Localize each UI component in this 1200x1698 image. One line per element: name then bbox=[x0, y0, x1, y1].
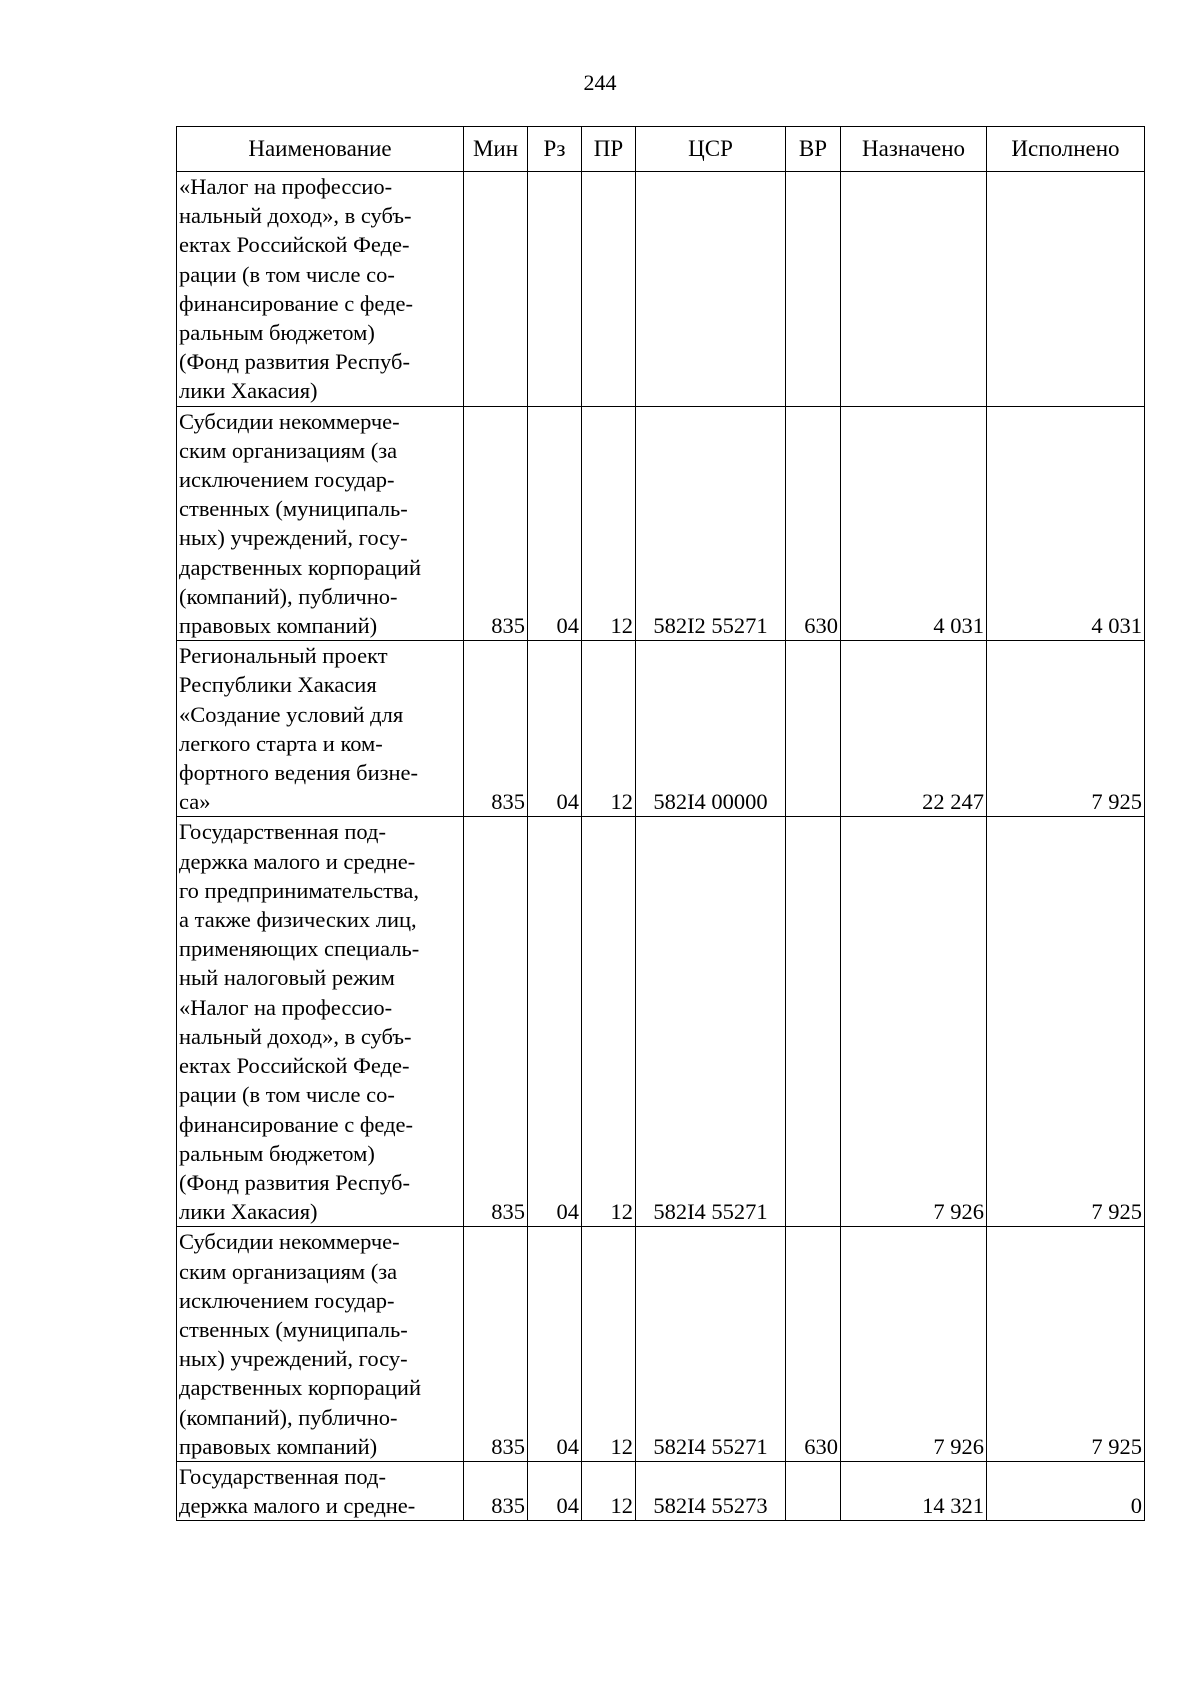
row-vr bbox=[786, 172, 841, 407]
header-executed: Исполнено bbox=[987, 127, 1145, 172]
row-csr bbox=[636, 172, 786, 407]
row-vr bbox=[786, 1461, 841, 1520]
row-assigned bbox=[841, 172, 987, 407]
row-min: 835 bbox=[464, 406, 528, 641]
row-min bbox=[464, 172, 528, 407]
row-min: 835 bbox=[464, 1227, 528, 1462]
row-vr: 630 bbox=[786, 406, 841, 641]
row-name: Государственная под- держка малого и средне- го предпринимательства, а также физических лиц, применяющих специаль- ный налоговый режим «Налог на профессио- нальный доход», в субъ- ектах Российской Феде- рации (в том числе со- финансирование с феде- ральным бюджетом) (Фонд развития Респуб- лики Хакасия) bbox=[177, 817, 464, 1227]
row-rz bbox=[528, 172, 582, 407]
row-csr: 582I2 55271 bbox=[636, 406, 786, 641]
row-rz: 04 bbox=[528, 817, 582, 1227]
row-assigned: 22 247 bbox=[841, 641, 987, 817]
header-assigned: Назначено bbox=[841, 127, 987, 172]
row-rz: 04 bbox=[528, 641, 582, 817]
row-name: Региональный проект Республики Хакасия «Создание условий для легкого старта и ком- фортного ведения бизне- са» bbox=[177, 641, 464, 817]
row-rz: 04 bbox=[528, 406, 582, 641]
row-executed: 4 031 bbox=[987, 406, 1145, 641]
row-name: Субсидии некоммерче- ским организациям (за исключением государ- ственных (муниципаль- ных) учреждений, госу- дарственных корпораций (компаний), публично- правовых компаний) bbox=[177, 1227, 464, 1462]
row-name: «Налог на профессио- нальный доход», в субъ- ектах Российской Феде- рации (в том числе со- финансирование с феде- ральным бюджетом) (Фонд развития Респуб- лики Хакасия) bbox=[177, 172, 464, 407]
table-row bbox=[177, 1227, 1145, 1462]
row-assigned: 14 321 bbox=[841, 1461, 987, 1520]
row-vr bbox=[786, 641, 841, 817]
table-row bbox=[177, 1461, 1145, 1520]
table-header bbox=[177, 127, 1145, 172]
row-min: 835 bbox=[464, 817, 528, 1227]
row-min: 835 bbox=[464, 641, 528, 817]
row-name: Государственная под- держка малого и средне- bbox=[177, 1461, 464, 1520]
header-pr: ПР bbox=[582, 127, 636, 172]
header-csr: ЦСР bbox=[636, 127, 786, 172]
table-row bbox=[177, 817, 1145, 1227]
row-assigned: 4 031 bbox=[841, 406, 987, 641]
page-number: 244 bbox=[583, 70, 617, 95]
row-assigned: 7 926 bbox=[841, 1227, 987, 1462]
header-name: Наименование bbox=[177, 127, 464, 172]
row-executed: 0 bbox=[987, 1461, 1145, 1520]
header-row bbox=[177, 127, 1145, 172]
row-executed: 7 925 bbox=[987, 1227, 1145, 1462]
row-rz: 04 bbox=[528, 1461, 582, 1520]
row-min: 835 bbox=[464, 1461, 528, 1520]
row-pr bbox=[582, 172, 636, 407]
row-assigned: 7 926 bbox=[841, 817, 987, 1227]
table-body bbox=[177, 172, 1145, 1521]
row-csr: 582I4 55271 bbox=[636, 1227, 786, 1462]
row-pr: 12 bbox=[582, 1461, 636, 1520]
row-pr: 12 bbox=[582, 817, 636, 1227]
row-executed: 7 925 bbox=[987, 641, 1145, 817]
budget-table bbox=[176, 126, 1145, 1521]
row-name: Субсидии некоммерче- ским организациям (за исключением государ- ственных (муниципаль- ных) учреждений, госу- дарственных корпораций (компаний), публично- правовых компаний) bbox=[177, 406, 464, 641]
row-vr bbox=[786, 817, 841, 1227]
row-csr: 582I4 00000 bbox=[636, 641, 786, 817]
row-pr: 12 bbox=[582, 406, 636, 641]
row-pr: 12 bbox=[582, 641, 636, 817]
row-rz: 04 bbox=[528, 1227, 582, 1462]
header-vr: ВР bbox=[786, 127, 841, 172]
row-executed bbox=[987, 172, 1145, 407]
row-executed: 7 925 bbox=[987, 817, 1145, 1227]
row-csr: 582I4 55271 bbox=[636, 817, 786, 1227]
table-row bbox=[177, 641, 1145, 817]
row-csr: 582I4 55273 bbox=[636, 1461, 786, 1520]
row-vr: 630 bbox=[786, 1227, 841, 1462]
table-row bbox=[177, 406, 1145, 641]
table-row bbox=[177, 172, 1145, 407]
header-min: Мин bbox=[464, 127, 528, 172]
row-pr: 12 bbox=[582, 1227, 636, 1462]
header-rz: Рз bbox=[528, 127, 582, 172]
